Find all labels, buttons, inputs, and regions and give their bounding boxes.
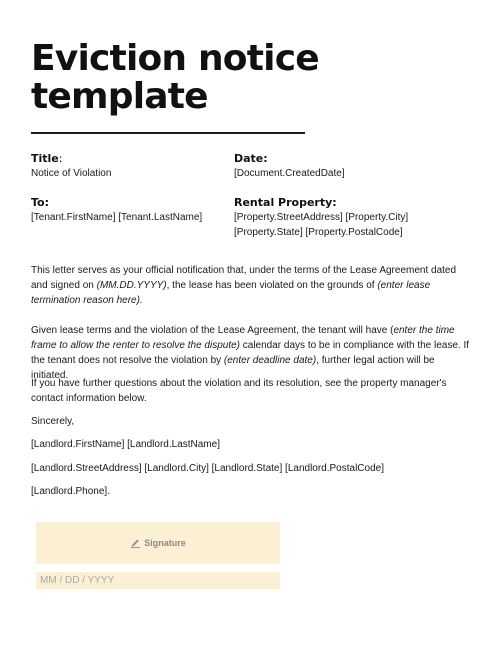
landlord-address: [Landlord.StreetAddress] [Landlord.City] [Landlord.State] [Landlord.PostalCode] [31,463,384,474]
date-label: Date: [234,152,268,165]
paragraph-notification: This letter serves as your official notification that, under the terms of the Lease Agreement dated and signed on (MM.DD.YYYY), the lease has been violated on the grounds of (enter lease termination reason here). [31,265,457,306]
pen-icon [130,537,141,550]
document-title: Eviction notice template [31,38,319,117]
date-value: [Document.CreatedDate] [234,168,345,179]
title-divider [31,132,305,134]
closing: Sincerely, [31,416,75,427]
paragraph-compliance: Given lease terms and the violation of the Lease Agreement, the tenant will have (enter the time frame to allow the renter to resolve the dispute) calendar days to be in compliance with the lease. If the tenant does not resolve the violation by (enter deadline date), further legal action will be initiated. [31,325,470,381]
signature-date-field[interactable]: MM / DD / YYYY [36,572,280,589]
title-value: Notice of Violation [31,168,112,179]
property-address-line1: [Property.StreetAddress] [Property.City] [234,212,409,223]
title-field [31,152,221,181]
signature-field[interactable] [36,522,280,564]
rental-property-field [234,196,474,240]
landlord-phone: [Landlord.Phone]. [31,486,110,497]
landlord-name: [Landlord.FirstName] [Landlord.LastName] [31,439,220,450]
signature-label: Signature [144,538,186,548]
to-field [31,196,231,225]
title-label: Title: [31,152,63,165]
rental-property-label: Rental Property: [234,196,337,209]
date-field [234,152,474,181]
tenant-name: [Tenant.FirstName] [Tenant.LastName] [31,212,203,223]
property-address-line2: [Property.State] [Property.PostalCode] [234,227,403,238]
to-label: To: [31,196,49,209]
paragraph-questions: If you have further questions about the violation and its resolution, see the property manager's contact information below. [31,378,447,404]
